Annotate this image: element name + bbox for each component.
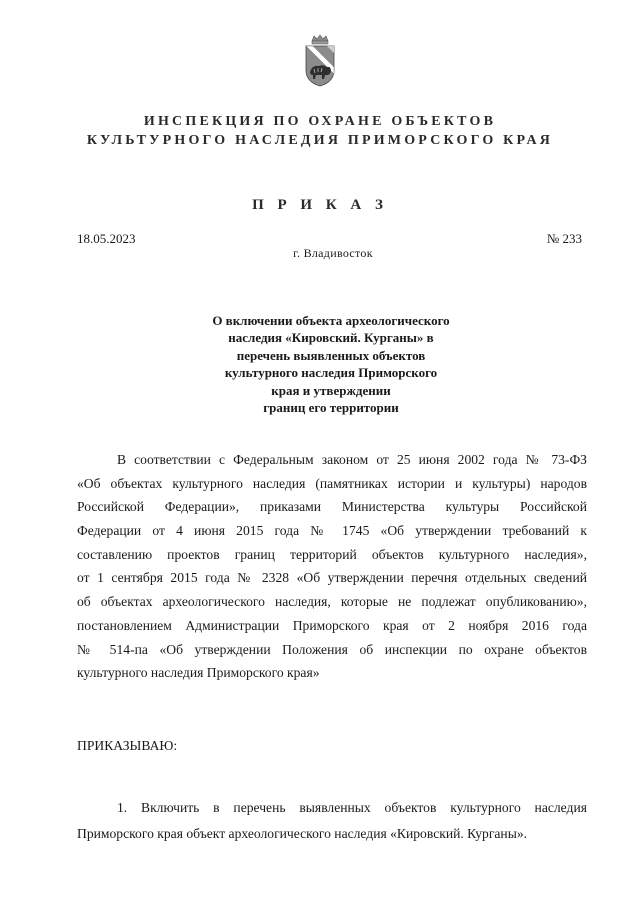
subject-line: наследия «Кировский. Курганы» в xyxy=(228,330,434,346)
subject-line: края и утверждении xyxy=(271,382,391,398)
order-date: 18.05.2023 xyxy=(77,231,136,246)
coat-of-arms-icon xyxy=(303,34,337,88)
order-number: № 233 xyxy=(546,231,582,246)
preamble-paragraph xyxy=(77,448,587,685)
subject-line: перечень выявленных объектов xyxy=(236,347,426,363)
preamble-line: В соответствии с Федеральным законом от 25 июня 2002 года № 73-ФЗ xyxy=(117,452,587,467)
preamble-line: «Об объектах культурного наследия (памятниках истории и культуры) народов xyxy=(77,475,587,491)
organization-name-line-2: КУЛЬТУРНОГО НАСЛЕДИЯ ПРИМОРСКОГО КРАЯ xyxy=(86,133,554,148)
order-item-1 xyxy=(77,795,587,847)
preamble-line: от 1 сентября 2015 года № 2328 «Об утверждении перечня отдельных сведений xyxy=(77,570,587,586)
item-line: Приморского края объект археологического наследия «Кировский. Курганы». xyxy=(77,826,528,841)
subject-line: границ его территории xyxy=(263,400,399,416)
preamble-line: составлению проектов границ территорий объектов культурного наследия», xyxy=(77,546,587,562)
preamble-line: культурного наследия Приморского края» xyxy=(77,665,320,681)
preamble-line: Российской Федерации», приказами Министерства культуры Российской xyxy=(77,499,587,515)
document-type-title: П Р И К А З xyxy=(252,197,388,213)
issuing-city: г. Владивосток xyxy=(293,246,373,260)
preamble-line: Федерации от 4 июня 2015 года № 1745 «Об утверждении требований к xyxy=(77,523,587,539)
preamble-line: № 514-па «Об утверждении Положения об инспекции по охране объектов xyxy=(77,641,587,657)
order-subject xyxy=(0,312,640,416)
preamble-line: постановлением Администрации Приморского края от 2 ноября 2016 года xyxy=(77,617,587,633)
item-line: 1. Включить в перечень выявленных объектов культурного наследия xyxy=(117,800,587,815)
organization-name-line-1: ИНСПЕКЦИЯ ПО ОХРАНЕ ОБЪЕКТОВ xyxy=(143,114,497,129)
subject-line: культурного наследия Приморского xyxy=(224,365,438,381)
subject-line: О включении объекта археологического xyxy=(212,313,450,328)
preamble-line: об объектах археологического наследия, которые не подлежат опубликованию», xyxy=(77,594,587,610)
decree-word: ПРИКАЗЫВАЮ: xyxy=(77,738,178,753)
